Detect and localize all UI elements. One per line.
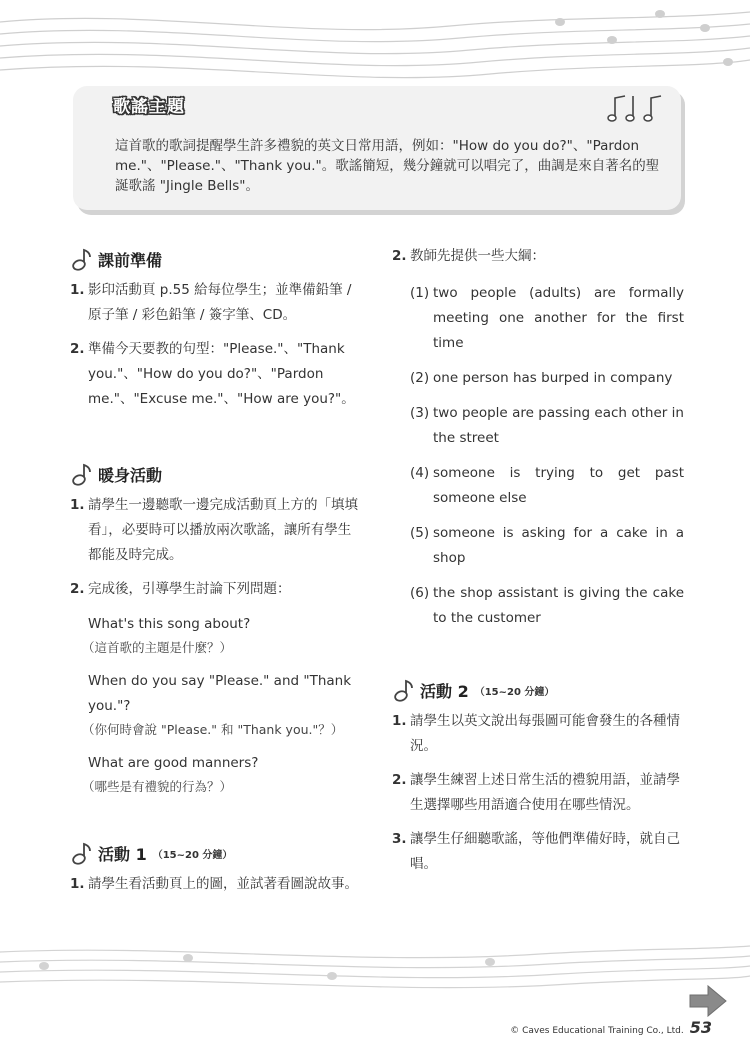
question-en: What are good manners?	[88, 755, 259, 771]
activity-2-item-1: 1. 請學生以英文說出每張圖可能會發生的各種情況。	[392, 713, 680, 754]
theme-text: 這首歌的歌詞提醒學生許多禮貌的英文日常用語，例如："How do you do?"、"Pardon me."、"Please."、"Thank you."。歌謠簡短，幾分鐘就可以唱完了，曲調是來自著名的聖誕歌謠 "Jingle Bells"。	[115, 138, 660, 194]
music-note-icon	[70, 841, 94, 865]
music-note-icon	[70, 462, 94, 486]
activity-2-duration: （15~20 分鐘）	[474, 686, 555, 698]
prep-item-2: 2. 準備今天要教的句型："Please."、"Thank you."、"How do you do?"、"Pardon me."、"Excuse me."、"How are you?"。	[70, 341, 355, 407]
question-zh: （這首歌的主題是什麼？）	[82, 640, 233, 655]
prep-title: 課前準備	[98, 250, 163, 270]
theme-title: 歌謠主題	[113, 97, 185, 117]
outline-item-2: (2) one person has burped in company	[410, 370, 673, 386]
copyright-text: © Caves Educational Training Co., Ltd.	[510, 1026, 684, 1036]
question-zh: （哪些是有禮貌的行為？）	[82, 779, 233, 794]
warmup-item-1: 1. 請學生一邊聽歌一邊完成活動頁上方的「填填看」，必要時可以播放兩次歌謠，讓所有學生都能及時完成。	[70, 497, 358, 563]
section-activity-2	[392, 675, 684, 705]
right-column	[392, 244, 684, 886]
music-note-icon	[392, 678, 416, 702]
prep-item-1: 1. 影印活動頁 p.55 給每位學生；並準備鉛筆 / 原子筆 / 彩色鉛筆 / 簽字筆、CD。	[70, 282, 352, 323]
music-note-icon	[70, 247, 94, 271]
section-activity-1	[70, 838, 362, 868]
arrow-right-icon[interactable]	[688, 984, 728, 1018]
activity-2-title: 活動 2	[420, 681, 469, 701]
music-notes-icon	[605, 92, 667, 122]
outline-item-3: (3) two people are passing each other in the street	[410, 405, 684, 446]
bottom-decoration-lines	[0, 940, 750, 1000]
warmup-item-2: 2. 完成後，引導學生討論下列問題：	[70, 581, 291, 597]
section-prep	[70, 244, 362, 274]
activity-1-duration: （15~20 分鐘）	[152, 849, 233, 861]
left-column	[70, 244, 362, 906]
activity-1-item-2: 2. 教師先提供一些大綱：	[392, 248, 545, 264]
theme-box	[73, 86, 681, 210]
outline-item-5: (5) someone is asking for a cake in a shop	[410, 525, 684, 566]
activity-1-title: 活動 1	[98, 844, 147, 864]
outline-item-4: (4) someone is trying to get past someone else	[410, 465, 684, 506]
section-warmup	[70, 459, 362, 489]
outline-item-1: (1) two people (adults) are formally meeting one another for the first time	[410, 285, 684, 351]
question-en: When do you say "Please." and "Thank you."?	[88, 673, 352, 714]
page-number: 53	[689, 1018, 712, 1037]
outline-item-6: (6) the shop assistant is giving the cake to the customer	[410, 585, 684, 626]
activity-2-item-3: 3. 讓學生仔細聽歌謠，等他們準備好時，就自己唱。	[392, 831, 680, 872]
warmup-title: 暖身活動	[98, 465, 163, 485]
question-en: What's this song about?	[88, 616, 251, 632]
activity-1-item-1: 1. 請學生看活動頁上的圖，並試著看圖說故事。	[70, 876, 358, 892]
page-footer	[510, 1018, 712, 1037]
question-zh: （你何時會說 "Please." 和 "Thank you."？）	[82, 722, 344, 737]
activity-2-item-2: 2. 讓學生練習上述日常生活的禮貌用語，並請學生選擇哪些用語適合使用在哪些情況。	[392, 772, 680, 813]
